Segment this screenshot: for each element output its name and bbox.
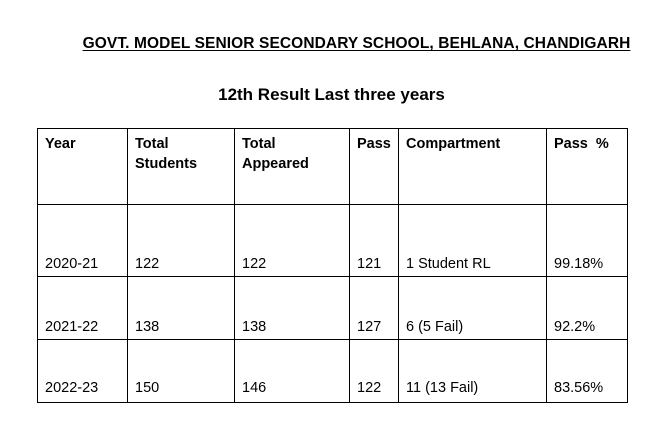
table-row — [38, 277, 628, 340]
header-total-students — [128, 129, 235, 205]
cell-total-students: 122 — [128, 205, 235, 277]
cell-year: 2020-21 — [38, 205, 128, 277]
header-compartment — [399, 129, 547, 205]
table-row — [38, 340, 628, 403]
result-subtitle: 12th Result Last three years — [218, 85, 445, 104]
school-name-heading — [0, 34, 663, 54]
header-pass-label: Pass — [357, 136, 391, 152]
header-pass-percent-label: Pass % — [554, 136, 609, 152]
header-compartment-label: Compartment — [406, 136, 501, 152]
header-total-appeared-line2: Appeared — [242, 156, 309, 172]
school-name-text: GOVT. MODEL SENIOR SECONDARY SCHOOL, BEHLANA, CHANDIGARH — [82, 35, 631, 52]
cell-year: 2021-22 — [38, 277, 128, 340]
header-year-label: Year — [45, 136, 76, 152]
cell-compartment: 11 (13 Fail) — [399, 340, 547, 403]
cell-year: 2022-23 — [38, 340, 128, 403]
cell-pass: 127 — [350, 277, 399, 340]
cell-total-appeared: 146 — [235, 340, 350, 403]
header-pass — [350, 129, 399, 205]
cell-compartment: 6 (5 Fail) — [399, 277, 547, 340]
cell-pass-percent: 92.2% — [547, 277, 628, 340]
result-table — [37, 128, 628, 403]
header-pass-percent — [547, 129, 628, 205]
table-header-row — [38, 129, 628, 205]
cell-compartment: 1 Student RL — [399, 205, 547, 277]
cell-pass-percent: 83.56% — [547, 340, 628, 403]
header-total-appeared-line1: Total — [242, 136, 276, 152]
header-total-students-line2: Students — [135, 156, 198, 172]
header-year — [38, 129, 128, 205]
table-row — [38, 205, 628, 277]
header-total-students-line1: Total — [135, 136, 169, 152]
cell-pass: 121 — [350, 205, 399, 277]
cell-pass-percent: 99.18% — [547, 205, 628, 277]
cell-total-students: 138 — [128, 277, 235, 340]
cell-total-appeared: 138 — [235, 277, 350, 340]
cell-total-students: 150 — [128, 340, 235, 403]
header-total-appeared — [235, 129, 350, 205]
cell-total-appeared: 122 — [235, 205, 350, 277]
cell-pass: 122 — [350, 340, 399, 403]
